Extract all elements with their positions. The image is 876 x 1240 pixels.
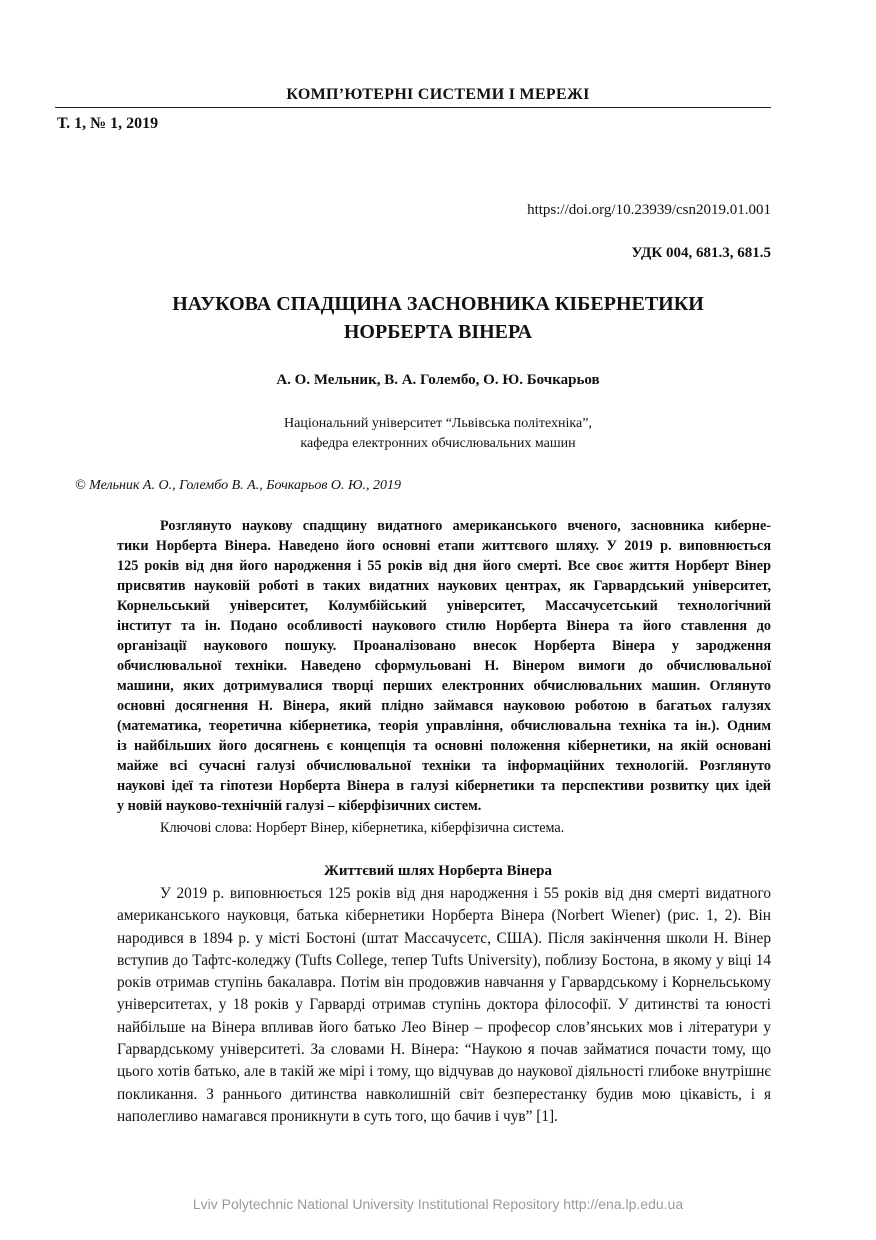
text-line: Гарвардському університеті. За словами Н. Вінера: “Наукою я почав займатися почасти тому, що (117, 1041, 771, 1059)
journal-title: КОМП’ЮТЕРНІ СИСТЕМИ І МЕРЕЖІ (286, 86, 590, 103)
text-line: у новій науково-технічній галузі – кіберфізичних систем. (117, 798, 482, 814)
doi-link[interactable]: https://doi.org/10.23939/csn2019.01.001 (527, 202, 771, 218)
text-line: найбільше на Вінера впливав його батько Лео Вінер – професор слов’янських мов і літератури у (117, 1018, 771, 1036)
text-line: цього хотів батько, але в такій же мірі і тому, що відчував до наукової діяльності глибоке внутрішнє (117, 1063, 771, 1081)
text-line: Розглянуто наукову спадщину видатного американського вченого, засновника киберне- (160, 518, 771, 534)
text-line: народився в 1894 р. у місті Бостоні (штат Массачусетс, США). Після закінчення школи Н. Вінер (117, 929, 771, 947)
abstract (117, 516, 771, 816)
affiliation (0, 414, 876, 454)
text-line: майже всі сучасні галузі обчислювальної техніки та інформаційних технологій. Розглянуто (117, 758, 771, 774)
title-line: НОРБЕРТА ВІНЕРА (343, 321, 533, 343)
header-rule (55, 107, 771, 108)
text-line: американського науковця, батька кібернетики Норберта Вінера (Norbert Wiener) (рис. 1, 2). Він (117, 907, 771, 925)
affiliation-line: Національний університет “Львівська політехніка”, (284, 416, 592, 431)
paper-title (0, 290, 876, 346)
text-line: наполегливо намагався проникнути в суть того, що бачив і чув” [1]. (117, 1107, 558, 1125)
udk-code: УДК 004, 681.3, 681.5 (631, 245, 771, 261)
section-heading: Життєвий шлях Норберта Вінера (323, 863, 552, 879)
title-line: НАУКОВА СПАДЩИНА ЗАСНОВНИКА КІБЕРНЕТИКИ (172, 293, 704, 315)
text-line: наукові ідеї та гіпотези Норберта Вінера в галузі кібернетики та перспективи розвитку цих ідей (117, 778, 771, 794)
text-line: (математика, теоретична кібернетика, теорія управління, обчислювальна техніка та ін.). Одним (117, 718, 771, 734)
text-line: 125 років від дня його народження і 55 років від дня його смерті. Все своє життя Норберт Вінер (117, 558, 771, 574)
repository-footer: Lviv Polytechnic National University Institutional Repository http://ena.lp.edu.ua (192, 1196, 684, 1212)
text-line: років отримав ступінь бакалавра. Потім він продовжив навчання у Гарвардському і Корнельському (117, 974, 771, 992)
text-line: організації наукового пошуку. Проаналізовано внесок Норберта Вінера у зародження (117, 638, 771, 654)
text-line: У 2019 р. виповнюється 125 років від дня народження і 55 років від дня смерті видатного (160, 885, 771, 902)
text-line: тики Норберта Вінера. Наведено його основні етапи життєвого шляху. У 2019 р. виповнюється (117, 538, 771, 554)
text-line: присвятив науковій роботі в таких видатних наукових центрах, як Гарвардський університет, (117, 578, 771, 594)
text-line: університетах, у 18 років у Гарварді отримав ступінь доктора філософії. У дитинстві та юності (117, 996, 771, 1014)
text-line: основні досягнення Н. Вінера, який плідно займався науковою роботою в багатьох галузях (117, 698, 771, 714)
authors: А. О. Мельник, В. А. Голембо, О. Ю. Бочкарьов (276, 372, 600, 388)
affiliation-line: кафедра електронних обчислювальних машин (300, 436, 576, 451)
text-line: обчислювальної техніки. Наведено сформульовані Н. Вінером вимоги до обчислювальної (117, 658, 771, 674)
volume-issue: Т. 1, № 1, 2019 (57, 115, 159, 132)
keywords: Ключові слова: Норберт Вінер, кібернетика, кіберфізична система. (160, 820, 565, 836)
text-line: інститут та ін. Подано особливості наукового стилю Норберта Вінера та його ставлення до (117, 618, 771, 634)
text-line: Корнельський університет, Колумбійський університет, Массачусетський технологічний (117, 598, 771, 614)
body-text (117, 883, 771, 1128)
text-line: вступив до Тафтс-коледжу (Tufts College, тепер Tufts University), поблизу Бостона, в якому у віці 14 (117, 951, 771, 969)
copyright: © Мельник А. О., Голембо В. А., Бочкарьов О. Ю., 2019 (75, 478, 401, 493)
text-line: покликання. З раннього дитинства навколишній світ безперестанку будив мою цікавість, і я (117, 1085, 771, 1103)
text-line: машини, яких дотримувалися творці перших електронних обчислювальних машин. Оглянуто (117, 678, 771, 694)
text-line: із найбільших його досягнень є концепція та основні положення кібернетики, на якій основані (117, 738, 771, 754)
